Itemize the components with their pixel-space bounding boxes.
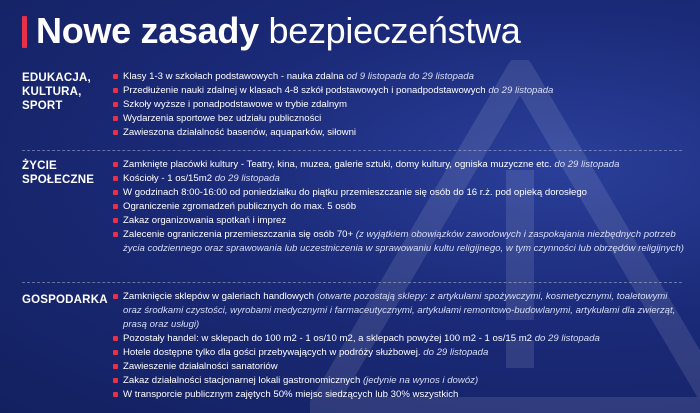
section-label-line: SPOŁECZNE [22,174,95,186]
section-label-line: SPORT [22,100,63,112]
list-item: Zamknięcie sklepów w galeriach handlowych (otwarte pozostają sklepy: z artykułami spożywczymi, kosmetycznymi, toaletowymi oraz środkami czystości, wyrobami medycznymi i farmaceutycznymi, artykułami remontowo-budowlanymi, artykułami dla zwierząt, prasą oraz usługi) [113,290,688,332]
section-items [113,70,688,140]
list-item: Zakaz organizowania spotkań i imprez [113,214,688,228]
list-item: W transporcie publicznym zajętych 50% miejsc siedzących lub 30% wszystkich [113,388,688,402]
section-label-line: ŻYCIE [22,160,57,172]
list-item: Ograniczenie zgromadzeń publicznych do max. 5 osób [113,200,688,214]
section-divider [22,282,682,283]
list-item: Zalecenie ograniczenia przemieszczania się osób 70+ (z wyjątkiem obowiązków zawodowych i zaspokajania niezbędnych potrzeb życia codziennego oraz sprawowania lub uczestniczenia w sprawowaniu kultu religijnego, w tym czynności lub obrzędów religijnych) [113,228,688,256]
list-item: Szkoły wyższe i ponadpodstawowe w trybie zdalnym [113,98,688,112]
list-item: Zawieszenie działalności sanatoriów [113,360,688,374]
list-item: Hotele dostępne tylko dla gości przebywających w podróży służbowej. do 29 listopada [113,346,688,360]
title-light: bezpieczeństwa [268,10,521,51]
list-item: Zawieszona działalność basenów, aquaparków, siłowni [113,126,688,140]
list-item: Przedłużenie nauki zdalnej w klasach 4-8 szkół podstawowych i ponadpodstawowych do 29 listopada [113,84,688,98]
section-items [113,290,688,402]
section-label-line: KULTURA, [22,86,82,98]
section-divider [22,150,682,151]
section-label [22,71,108,113]
list-item: Klasy 1-3 w szkołach podstawowych - nauka zdalna od 9 listopada do 29 listopada [113,70,688,84]
title-bold: Nowe zasady [36,10,259,51]
section-label [22,159,108,187]
section-label [22,293,108,307]
list-item: Zamknięte placówki kultury - Teatry, kina, muzea, galerie sztuki, domy kultury, ogniska muzyczne etc. do 29 listopada [113,158,688,172]
list-item: Zakaz działalności stacjonarnej lokali gastronomicznych (jedynie na wynos i dowóz) [113,374,688,388]
title-accent-bar [22,16,27,48]
list-item: Kościoły - 1 os/15m2 do 29 listopada [113,172,688,186]
list-item: W godzinach 8:00-16:00 od poniedziałku do piątku przemieszczanie się osób do 16 r.ż. pod opieką dorosłego [113,186,688,200]
list-item: Pozostały handel: w sklepach do 100 m2 - 1 os/10 m2, a sklepach powyżej 100 m2 - 1 os/15 m2 do 29 listopada [113,332,688,346]
section-items [113,158,688,256]
section-label-line: GOSPODARKA [22,294,108,306]
section-label-line: EDUKACJA, [22,72,91,84]
list-item: Wydarzenia sportowe bez udziału publiczności [113,112,688,126]
page-title [36,8,520,54]
